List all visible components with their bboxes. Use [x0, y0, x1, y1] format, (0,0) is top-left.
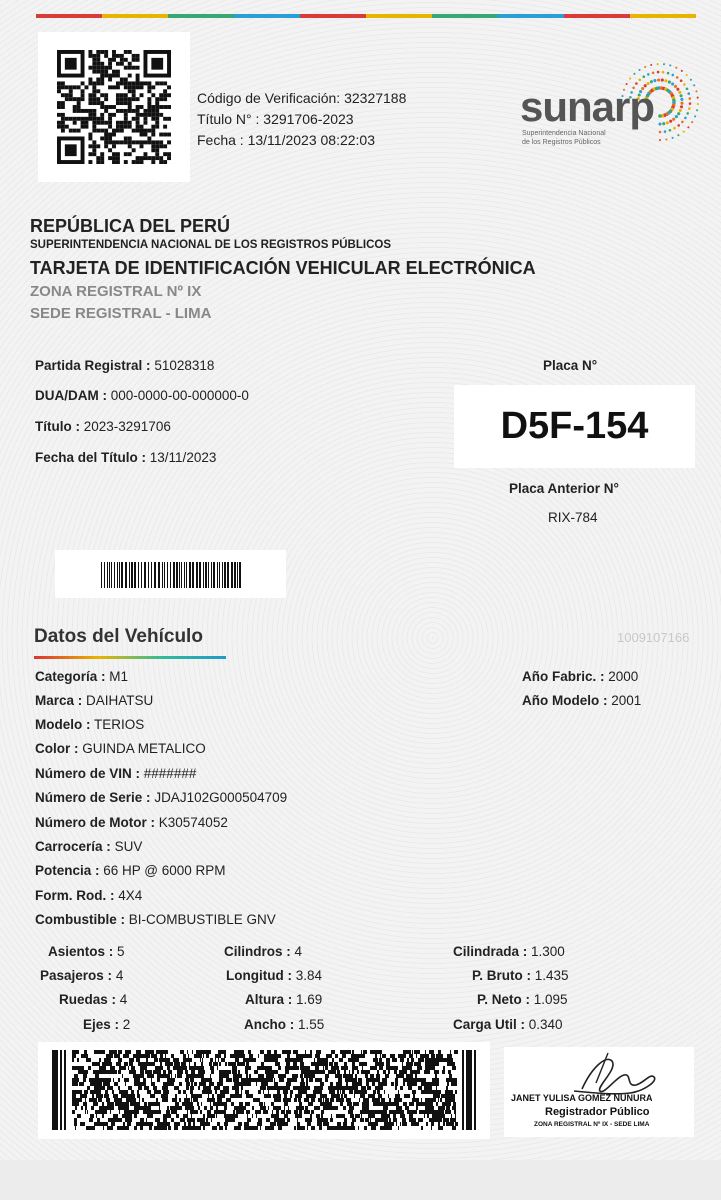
combustible-row	[35, 912, 276, 927]
ruedas-label: Ruedas :	[59, 992, 117, 1007]
cilindrada-row	[453, 944, 565, 959]
stripe-segment	[630, 14, 696, 18]
vin-row	[35, 766, 196, 781]
verification-code: Código de Verificación: 32327188	[197, 90, 407, 106]
office-heading: SEDE REGISTRAL - LIMA	[30, 305, 212, 322]
fecha-row	[35, 450, 216, 465]
ejes-row	[83, 1017, 130, 1032]
formrod-label: Form. Rod. :	[35, 888, 115, 903]
combustible-value: BI-COMBUSTIBLE GNV	[128, 912, 276, 927]
stripe-segment	[234, 14, 300, 18]
carga-label: Carga Util :	[453, 1017, 526, 1032]
titulo-row	[35, 419, 171, 434]
potencia-label: Potencia :	[35, 863, 100, 878]
anio-fab-row	[522, 669, 638, 684]
previous-plate-label: Placa Anterior N°	[509, 481, 619, 496]
zone-heading: ZONA REGISTRAL Nº IX	[30, 283, 202, 300]
carroceria-label: Carrocería :	[35, 839, 111, 854]
plate-label: Placa N°	[543, 358, 598, 373]
section-underline	[34, 656, 226, 659]
ancho-value: 1.55	[298, 1017, 325, 1032]
partida-value: 51028318	[154, 358, 215, 373]
signatory-role: Registrador Público	[545, 1106, 650, 1118]
altura-value: 1.69	[296, 992, 323, 1007]
verification-date: Fecha : 13/11/2023 08:22:03	[197, 132, 375, 148]
previous-plate-value: RIX-784	[548, 510, 598, 525]
fecha-value: 13/11/2023	[149, 450, 217, 465]
vin-value: #######	[143, 766, 197, 781]
stripe-segment	[168, 14, 234, 18]
motor-value: K30574052	[158, 815, 228, 830]
stripe-segment	[432, 14, 498, 18]
stripe-segment	[102, 14, 168, 18]
stripe-segment	[300, 14, 366, 18]
logo-wordmark: sunarp	[520, 83, 655, 130]
titulo-label: Título :	[35, 419, 80, 434]
qr-code[interactable]	[38, 32, 190, 182]
combustible-label: Combustible :	[35, 912, 125, 927]
potencia-value: 66 HP @ 6000 RPM	[103, 863, 226, 878]
partida-label: Partida Registral :	[35, 358, 151, 373]
fecha-label: Fecha del Título :	[35, 450, 147, 465]
carga-row	[453, 1017, 563, 1032]
verification-title: Título N° : 3291706-2023	[197, 111, 354, 127]
marca-row	[35, 693, 153, 708]
pneto-value: 1.095	[533, 992, 568, 1007]
anio-fab-value: 2000	[608, 669, 639, 684]
stripe-segment	[498, 14, 564, 18]
dua-label: DUA/DAM :	[35, 388, 107, 403]
logo-sub-line-1: Superintendencia Nacional	[522, 130, 606, 137]
partida-row	[35, 358, 214, 373]
motor-label: Número de Motor :	[35, 815, 155, 830]
cilindrada-value: 1.300	[531, 944, 565, 959]
pasajeros-value: 4	[115, 968, 124, 983]
dua-row	[35, 388, 249, 403]
altura-label: Altura :	[245, 992, 293, 1007]
pasajeros-row	[40, 968, 123, 983]
ejes-value: 2	[122, 1017, 131, 1032]
anio-mod-row	[522, 693, 641, 708]
logo-sub-line-2: de los Registros Públicos	[522, 139, 601, 146]
anio-mod-label: Año Modelo :	[522, 693, 608, 708]
ruedas-value: 4	[119, 992, 128, 1007]
stripe-segment	[564, 14, 630, 18]
categoria-label: Categoría :	[35, 669, 106, 684]
formrod-value: 4X4	[118, 888, 143, 903]
pbruto-row	[472, 968, 569, 983]
categoria-row	[35, 669, 128, 684]
marca-label: Marca :	[35, 693, 83, 708]
pasajeros-label: Pasajeros :	[40, 968, 113, 983]
section-title: Datos del Vehículo	[34, 626, 203, 647]
logo-subtitle	[522, 129, 606, 147]
pbruto-value: 1.435	[534, 968, 569, 983]
modelo-value: TERIOS	[94, 717, 145, 732]
cilindros-row	[224, 944, 302, 959]
anio-fab-label: Año Fabric. :	[522, 669, 605, 684]
serial-number: 1009107166	[617, 630, 690, 645]
modelo-row	[35, 717, 144, 732]
plate-number: D5F-154	[454, 385, 695, 468]
categoria-value: M1	[109, 669, 129, 684]
agency-heading: SUPERINTENDENCIA NACIONAL DE LOS REGISTROS PÚBLICOS	[30, 239, 392, 251]
barcode-small	[55, 550, 286, 598]
formrod-row	[35, 888, 142, 903]
carroceria-value: SUV	[114, 839, 143, 854]
modelo-label: Modelo :	[35, 717, 91, 732]
country-heading: REPÚBLICA DEL PERÚ	[30, 216, 231, 236]
cilindros-label: Cilindros :	[224, 944, 291, 959]
pdf417-barcode	[38, 1042, 490, 1139]
pneto-row	[477, 992, 568, 1007]
altura-row	[245, 992, 322, 1007]
ruedas-row	[59, 992, 127, 1007]
ancho-row	[244, 1017, 324, 1032]
ejes-label: Ejes :	[83, 1017, 120, 1032]
potencia-row	[35, 863, 226, 878]
document-title: TARJETA DE IDENTIFICACIÓN VEHICULAR ELECTRÓNICA	[30, 258, 536, 278]
carga-value: 0.340	[528, 1017, 563, 1032]
longitud-label: Longitud :	[226, 968, 292, 983]
dua-value: 000-0000-00-000000-0	[110, 388, 249, 403]
cilindros-value: 4	[294, 944, 303, 959]
anio-mod-value: 2001	[611, 693, 642, 708]
longitud-row	[226, 968, 322, 983]
asientos-value: 5	[117, 944, 125, 959]
pbruto-label: P. Bruto :	[472, 968, 532, 983]
pneto-label: P. Neto :	[477, 992, 531, 1007]
asientos-row	[48, 944, 125, 959]
motor-row	[35, 815, 228, 830]
signatory-name: JANET YULISA GOMEZ NUNURA	[511, 1093, 653, 1103]
marca-value: DAIHATSU	[86, 693, 154, 708]
color-row	[35, 741, 206, 756]
color-value: GUINDA METALICO	[82, 741, 206, 756]
serie-row	[35, 790, 287, 805]
verification-block	[197, 88, 406, 151]
color-label: Color :	[35, 741, 79, 756]
cilindrada-label: Cilindrada :	[453, 944, 528, 959]
serie-label: Número de Serie :	[35, 790, 151, 805]
serie-value: JDAJ102G000504709	[154, 790, 288, 805]
ancho-label: Ancho :	[244, 1017, 295, 1032]
titulo-value: 2023-3291706	[83, 419, 171, 434]
carroceria-row	[35, 839, 142, 854]
color-stripe	[36, 14, 696, 18]
signatory-zone: ZONA REGISTRAL Nº IX - SEDE LIMA	[534, 1121, 650, 1128]
longitud-value: 3.84	[295, 968, 323, 983]
vin-label: Número de VIN :	[35, 766, 141, 781]
asientos-label: Asientos :	[48, 944, 114, 959]
stripe-segment	[36, 14, 102, 18]
stripe-segment	[366, 14, 432, 18]
